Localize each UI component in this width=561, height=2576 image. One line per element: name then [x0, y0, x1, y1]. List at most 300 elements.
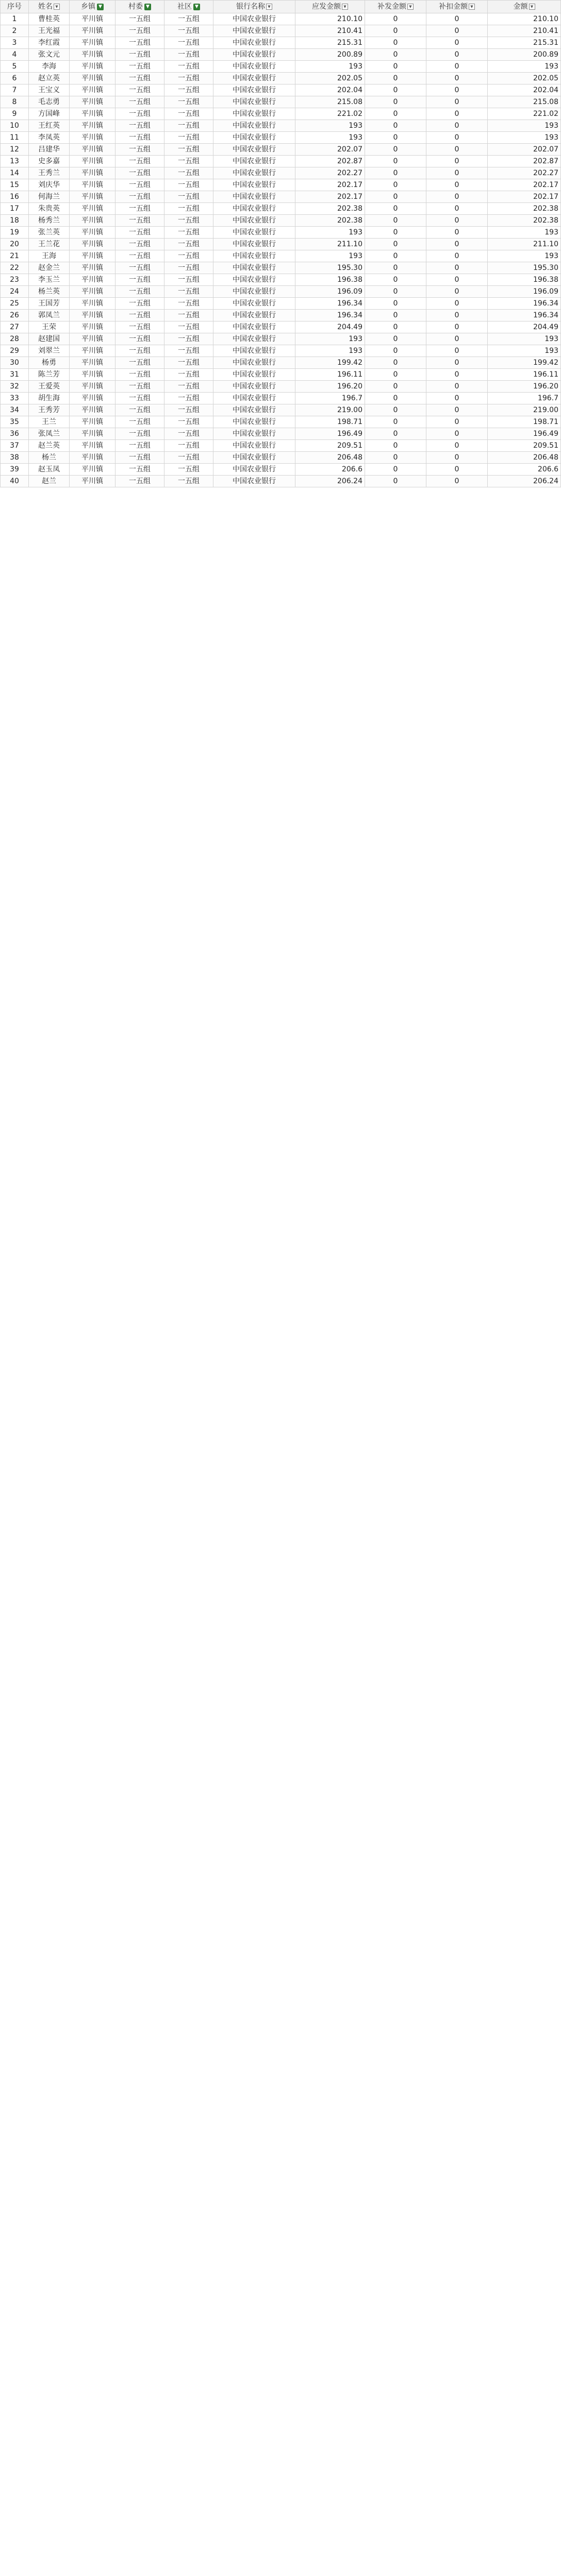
cell-name[interactable]: 朱贵英 — [29, 203, 70, 215]
cell-village[interactable]: 一五组 — [116, 13, 164, 25]
cell-back[interactable]: 0 — [365, 404, 426, 416]
filter-dropdown-icon[interactable]: ▼ — [266, 4, 272, 10]
cell-town[interactable]: 平川镇 — [70, 61, 116, 73]
cell-total[interactable]: 199.42 — [488, 357, 561, 369]
cell-no[interactable]: 6 — [1, 73, 29, 84]
cell-bank[interactable]: 中国农业银行 — [213, 25, 295, 37]
cell-no[interactable]: 32 — [1, 381, 29, 393]
cell-name[interactable]: 赵兰英 — [29, 440, 70, 452]
cell-town[interactable]: 平川镇 — [70, 13, 116, 25]
cell-subsidy[interactable]: 193 — [295, 120, 365, 132]
cell-subsidy[interactable]: 196.49 — [295, 428, 365, 440]
cell-town[interactable]: 平川镇 — [70, 428, 116, 440]
cell-deduct[interactable]: 0 — [426, 310, 488, 321]
cell-deduct[interactable]: 0 — [426, 25, 488, 37]
cell-back[interactable]: 0 — [365, 333, 426, 345]
cell-subsidy[interactable]: 215.08 — [295, 96, 365, 108]
cell-back[interactable]: 0 — [365, 357, 426, 369]
cell-deduct[interactable]: 0 — [426, 345, 488, 357]
cell-total[interactable]: 210.10 — [488, 13, 561, 25]
cell-no[interactable]: 26 — [1, 310, 29, 321]
cell-no[interactable]: 35 — [1, 416, 29, 428]
cell-bank[interactable]: 中国农业银行 — [213, 96, 295, 108]
cell-town[interactable]: 平川镇 — [70, 108, 116, 120]
header-group[interactable]: 社区 ▼ — [164, 1, 213, 13]
cell-group[interactable]: 一五组 — [164, 25, 213, 37]
cell-group[interactable]: 一五组 — [164, 13, 213, 25]
cell-deduct[interactable]: 0 — [426, 191, 488, 203]
cell-group[interactable]: 一五组 — [164, 464, 213, 476]
cell-bank[interactable]: 中国农业银行 — [213, 310, 295, 321]
cell-back[interactable]: 0 — [365, 144, 426, 156]
header-back[interactable]: 补发金额 ▼ — [365, 1, 426, 13]
cell-village[interactable]: 一五组 — [116, 440, 164, 452]
cell-no[interactable]: 2 — [1, 25, 29, 37]
cell-group[interactable]: 一五组 — [164, 393, 213, 404]
cell-name[interactable]: 方国峰 — [29, 108, 70, 120]
cell-village[interactable]: 一五组 — [116, 227, 164, 239]
cell-bank[interactable]: 中国农业银行 — [213, 345, 295, 357]
cell-name[interactable]: 杨兰 — [29, 452, 70, 464]
cell-name[interactable]: 陈兰芳 — [29, 369, 70, 381]
cell-no[interactable]: 18 — [1, 215, 29, 227]
cell-subsidy[interactable]: 196.7 — [295, 393, 365, 404]
cell-total[interactable]: 210.41 — [488, 25, 561, 37]
cell-town[interactable]: 平川镇 — [70, 333, 116, 345]
cell-bank[interactable]: 中国农业银行 — [213, 321, 295, 333]
cell-village[interactable]: 一五组 — [116, 262, 164, 274]
cell-village[interactable]: 一五组 — [116, 132, 164, 144]
cell-total[interactable]: 202.27 — [488, 167, 561, 179]
cell-no[interactable]: 30 — [1, 357, 29, 369]
cell-group[interactable]: 一五组 — [164, 428, 213, 440]
cell-bank[interactable]: 中国农业银行 — [213, 203, 295, 215]
cell-town[interactable]: 平川镇 — [70, 179, 116, 191]
cell-subsidy[interactable]: 202.17 — [295, 179, 365, 191]
cell-village[interactable]: 一五组 — [116, 179, 164, 191]
cell-total[interactable]: 219.00 — [488, 404, 561, 416]
cell-no[interactable]: 12 — [1, 144, 29, 156]
header-bank[interactable]: 银行名称 ▼ — [213, 1, 295, 13]
cell-name[interactable]: 何海兰 — [29, 191, 70, 203]
cell-group[interactable]: 一五组 — [164, 333, 213, 345]
cell-bank[interactable]: 中国农业银行 — [213, 476, 295, 487]
cell-bank[interactable]: 中国农业银行 — [213, 440, 295, 452]
cell-subsidy[interactable]: 202.38 — [295, 203, 365, 215]
cell-total[interactable]: 196.34 — [488, 298, 561, 310]
header-village[interactable]: 村委 ▼ — [116, 1, 164, 13]
cell-group[interactable]: 一五组 — [164, 310, 213, 321]
cell-bank[interactable]: 中国农业银行 — [213, 13, 295, 25]
cell-subsidy[interactable]: 196.20 — [295, 381, 365, 393]
cell-total[interactable]: 206.6 — [488, 464, 561, 476]
cell-deduct[interactable]: 0 — [426, 298, 488, 310]
cell-name[interactable]: 曹桂英 — [29, 13, 70, 25]
cell-group[interactable]: 一五组 — [164, 452, 213, 464]
cell-subsidy[interactable]: 193 — [295, 61, 365, 73]
cell-bank[interactable]: 中国农业银行 — [213, 156, 295, 167]
cell-town[interactable]: 平川镇 — [70, 393, 116, 404]
cell-name[interactable]: 张兰英 — [29, 227, 70, 239]
cell-back[interactable]: 0 — [365, 416, 426, 428]
cell-name[interactable]: 李红霞 — [29, 37, 70, 49]
cell-subsidy[interactable]: 221.02 — [295, 108, 365, 120]
cell-bank[interactable]: 中国农业银行 — [213, 191, 295, 203]
cell-name[interactable]: 李玉兰 — [29, 274, 70, 286]
cell-total[interactable]: 202.87 — [488, 156, 561, 167]
cell-group[interactable]: 一五组 — [164, 49, 213, 61]
cell-deduct[interactable]: 0 — [426, 215, 488, 227]
cell-village[interactable]: 一五组 — [116, 298, 164, 310]
cell-village[interactable]: 一五组 — [116, 464, 164, 476]
cell-back[interactable]: 0 — [365, 73, 426, 84]
cell-deduct[interactable]: 0 — [426, 404, 488, 416]
cell-village[interactable]: 一五组 — [116, 321, 164, 333]
cell-village[interactable]: 一五组 — [116, 239, 164, 250]
cell-total[interactable]: 193 — [488, 227, 561, 239]
cell-total[interactable]: 221.02 — [488, 108, 561, 120]
header-no[interactable]: 序号 — [1, 1, 29, 13]
cell-total[interactable]: 202.38 — [488, 203, 561, 215]
cell-deduct[interactable]: 0 — [426, 73, 488, 84]
cell-town[interactable]: 平川镇 — [70, 440, 116, 452]
cell-bank[interactable]: 中国农业银行 — [213, 132, 295, 144]
cell-town[interactable]: 平川镇 — [70, 321, 116, 333]
filter-dropdown-icon[interactable]: ▼ — [529, 4, 535, 10]
cell-total[interactable]: 193 — [488, 61, 561, 73]
header-name[interactable]: 姓名 ▼ — [29, 1, 70, 13]
cell-bank[interactable]: 中国农业银行 — [213, 61, 295, 73]
cell-group[interactable]: 一五组 — [164, 250, 213, 262]
cell-deduct[interactable]: 0 — [426, 274, 488, 286]
cell-no[interactable]: 34 — [1, 404, 29, 416]
cell-town[interactable]: 平川镇 — [70, 464, 116, 476]
cell-total[interactable]: 193 — [488, 333, 561, 345]
cell-no[interactable]: 25 — [1, 298, 29, 310]
cell-group[interactable]: 一五组 — [164, 73, 213, 84]
cell-no[interactable]: 10 — [1, 120, 29, 132]
cell-deduct[interactable]: 0 — [426, 393, 488, 404]
cell-group[interactable]: 一五组 — [164, 381, 213, 393]
cell-total[interactable]: 198.71 — [488, 416, 561, 428]
cell-bank[interactable]: 中国农业银行 — [213, 452, 295, 464]
cell-total[interactable]: 209.51 — [488, 440, 561, 452]
cell-no[interactable]: 3 — [1, 37, 29, 49]
cell-subsidy[interactable]: 196.34 — [295, 298, 365, 310]
filter-dropdown-icon[interactable]: ▼ — [407, 4, 414, 10]
cell-group[interactable]: 一五组 — [164, 369, 213, 381]
cell-subsidy[interactable]: 211.10 — [295, 239, 365, 250]
cell-town[interactable]: 平川镇 — [70, 274, 116, 286]
cell-no[interactable]: 16 — [1, 191, 29, 203]
cell-group[interactable]: 一五组 — [164, 476, 213, 487]
cell-village[interactable]: 一五组 — [116, 156, 164, 167]
cell-bank[interactable]: 中国农业银行 — [213, 73, 295, 84]
cell-village[interactable]: 一五组 — [116, 84, 164, 96]
cell-back[interactable]: 0 — [365, 345, 426, 357]
cell-subsidy[interactable]: 206.24 — [295, 476, 365, 487]
cell-total[interactable]: 206.48 — [488, 452, 561, 464]
cell-town[interactable]: 平川镇 — [70, 381, 116, 393]
cell-group[interactable]: 一五组 — [164, 286, 213, 298]
cell-group[interactable]: 一五组 — [164, 61, 213, 73]
cell-town[interactable]: 平川镇 — [70, 345, 116, 357]
cell-back[interactable]: 0 — [365, 310, 426, 321]
cell-town[interactable]: 平川镇 — [70, 262, 116, 274]
cell-deduct[interactable]: 0 — [426, 203, 488, 215]
cell-village[interactable]: 一五组 — [116, 381, 164, 393]
cell-village[interactable]: 一五组 — [116, 274, 164, 286]
cell-name[interactable]: 杨兰英 — [29, 286, 70, 298]
cell-back[interactable]: 0 — [365, 132, 426, 144]
cell-no[interactable]: 36 — [1, 428, 29, 440]
cell-total[interactable]: 196.11 — [488, 369, 561, 381]
cell-back[interactable]: 0 — [365, 215, 426, 227]
filter-dropdown-icon[interactable]: ▼ — [342, 4, 348, 10]
cell-name[interactable]: 李凤英 — [29, 132, 70, 144]
cell-subsidy[interactable]: 193 — [295, 345, 365, 357]
cell-name[interactable]: 王宝义 — [29, 84, 70, 96]
cell-group[interactable]: 一五组 — [164, 298, 213, 310]
cell-bank[interactable]: 中国农业银行 — [213, 333, 295, 345]
cell-town[interactable]: 平川镇 — [70, 156, 116, 167]
cell-name[interactable]: 刘庆华 — [29, 179, 70, 191]
cell-total[interactable]: 202.04 — [488, 84, 561, 96]
cell-name[interactable]: 王兰花 — [29, 239, 70, 250]
cell-deduct[interactable]: 0 — [426, 369, 488, 381]
cell-village[interactable]: 一五组 — [116, 120, 164, 132]
cell-back[interactable]: 0 — [365, 61, 426, 73]
cell-town[interactable]: 平川镇 — [70, 96, 116, 108]
cell-back[interactable]: 0 — [365, 191, 426, 203]
cell-town[interactable]: 平川镇 — [70, 144, 116, 156]
cell-back[interactable]: 0 — [365, 37, 426, 49]
cell-subsidy[interactable]: 209.51 — [295, 440, 365, 452]
cell-no[interactable]: 19 — [1, 227, 29, 239]
cell-back[interactable]: 0 — [365, 167, 426, 179]
cell-bank[interactable]: 中国农业银行 — [213, 404, 295, 416]
cell-name[interactable]: 王国芳 — [29, 298, 70, 310]
cell-no[interactable]: 28 — [1, 333, 29, 345]
cell-town[interactable]: 平川镇 — [70, 369, 116, 381]
cell-deduct[interactable]: 0 — [426, 179, 488, 191]
cell-name[interactable]: 张文元 — [29, 49, 70, 61]
cell-name[interactable]: 王海 — [29, 250, 70, 262]
cell-village[interactable]: 一五组 — [116, 73, 164, 84]
cell-village[interactable]: 一五组 — [116, 345, 164, 357]
cell-subsidy[interactable]: 215.31 — [295, 37, 365, 49]
cell-bank[interactable]: 中国农业银行 — [213, 464, 295, 476]
cell-bank[interactable]: 中国农业银行 — [213, 84, 295, 96]
cell-no[interactable]: 11 — [1, 132, 29, 144]
cell-village[interactable]: 一五组 — [116, 357, 164, 369]
cell-back[interactable]: 0 — [365, 476, 426, 487]
cell-no[interactable]: 40 — [1, 476, 29, 487]
cell-village[interactable]: 一五组 — [116, 393, 164, 404]
cell-group[interactable]: 一五组 — [164, 156, 213, 167]
cell-name[interactable]: 赵兰 — [29, 476, 70, 487]
cell-subsidy[interactable]: 202.07 — [295, 144, 365, 156]
cell-total[interactable]: 196.49 — [488, 428, 561, 440]
cell-group[interactable]: 一五组 — [164, 179, 213, 191]
cell-subsidy[interactable]: 193 — [295, 250, 365, 262]
cell-town[interactable]: 平川镇 — [70, 298, 116, 310]
cell-subsidy[interactable]: 219.00 — [295, 404, 365, 416]
header-total[interactable]: 金额 ▼ — [488, 1, 561, 13]
cell-total[interactable]: 196.38 — [488, 274, 561, 286]
cell-village[interactable]: 一五组 — [116, 286, 164, 298]
cell-total[interactable]: 202.17 — [488, 191, 561, 203]
cell-no[interactable]: 31 — [1, 369, 29, 381]
cell-town[interactable]: 平川镇 — [70, 84, 116, 96]
cell-bank[interactable]: 中国农业银行 — [213, 167, 295, 179]
cell-bank[interactable]: 中国农业银行 — [213, 393, 295, 404]
cell-deduct[interactable]: 0 — [426, 144, 488, 156]
cell-no[interactable]: 4 — [1, 49, 29, 61]
cell-subsidy[interactable]: 206.48 — [295, 452, 365, 464]
cell-deduct[interactable]: 0 — [426, 381, 488, 393]
cell-name[interactable]: 胡生海 — [29, 393, 70, 404]
cell-bank[interactable]: 中国农业银行 — [213, 428, 295, 440]
cell-total[interactable]: 196.20 — [488, 381, 561, 393]
cell-subsidy[interactable]: 202.17 — [295, 191, 365, 203]
cell-no[interactable]: 24 — [1, 286, 29, 298]
cell-group[interactable]: 一五组 — [164, 120, 213, 132]
cell-subsidy[interactable]: 200.89 — [295, 49, 365, 61]
cell-back[interactable]: 0 — [365, 250, 426, 262]
cell-total[interactable]: 202.38 — [488, 215, 561, 227]
cell-town[interactable]: 平川镇 — [70, 120, 116, 132]
cell-back[interactable]: 0 — [365, 108, 426, 120]
cell-bank[interactable]: 中国农业银行 — [213, 144, 295, 156]
cell-back[interactable]: 0 — [365, 227, 426, 239]
cell-total[interactable]: 196.09 — [488, 286, 561, 298]
cell-back[interactable]: 0 — [365, 369, 426, 381]
cell-group[interactable]: 一五组 — [164, 440, 213, 452]
cell-village[interactable]: 一五组 — [116, 49, 164, 61]
cell-name[interactable]: 王秀芳 — [29, 404, 70, 416]
cell-no[interactable]: 1 — [1, 13, 29, 25]
cell-deduct[interactable]: 0 — [426, 452, 488, 464]
cell-no[interactable]: 17 — [1, 203, 29, 215]
cell-back[interactable]: 0 — [365, 440, 426, 452]
cell-no[interactable]: 7 — [1, 84, 29, 96]
cell-back[interactable]: 0 — [365, 13, 426, 25]
cell-subsidy[interactable]: 196.38 — [295, 274, 365, 286]
cell-name[interactable]: 王荣 — [29, 321, 70, 333]
filter-dropdown-icon[interactable]: ▼ — [469, 4, 475, 10]
cell-subsidy[interactable]: 193 — [295, 333, 365, 345]
cell-subsidy[interactable]: 196.34 — [295, 310, 365, 321]
cell-bank[interactable]: 中国农业银行 — [213, 37, 295, 49]
cell-total[interactable]: 200.89 — [488, 49, 561, 61]
cell-no[interactable]: 8 — [1, 96, 29, 108]
cell-bank[interactable]: 中国农业银行 — [213, 262, 295, 274]
cell-town[interactable]: 平川镇 — [70, 286, 116, 298]
cell-subsidy[interactable]: 202.27 — [295, 167, 365, 179]
cell-village[interactable]: 一五组 — [116, 144, 164, 156]
cell-deduct[interactable]: 0 — [426, 286, 488, 298]
cell-group[interactable]: 一五组 — [164, 357, 213, 369]
cell-deduct[interactable]: 0 — [426, 239, 488, 250]
cell-no[interactable]: 27 — [1, 321, 29, 333]
cell-name[interactable]: 郭凤兰 — [29, 310, 70, 321]
cell-subsidy[interactable]: 193 — [295, 132, 365, 144]
cell-deduct[interactable]: 0 — [426, 37, 488, 49]
cell-total[interactable]: 215.08 — [488, 96, 561, 108]
cell-group[interactable]: 一五组 — [164, 416, 213, 428]
cell-no[interactable]: 33 — [1, 393, 29, 404]
cell-group[interactable]: 一五组 — [164, 345, 213, 357]
cell-deduct[interactable]: 0 — [426, 13, 488, 25]
cell-back[interactable]: 0 — [365, 381, 426, 393]
cell-town[interactable]: 平川镇 — [70, 310, 116, 321]
cell-bank[interactable]: 中国农业银行 — [213, 215, 295, 227]
cell-back[interactable]: 0 — [365, 203, 426, 215]
cell-no[interactable]: 15 — [1, 179, 29, 191]
cell-village[interactable]: 一五组 — [116, 37, 164, 49]
cell-bank[interactable]: 中国农业银行 — [213, 274, 295, 286]
cell-group[interactable]: 一五组 — [164, 144, 213, 156]
cell-group[interactable]: 一五组 — [164, 37, 213, 49]
cell-name[interactable]: 王红英 — [29, 120, 70, 132]
cell-village[interactable]: 一五组 — [116, 96, 164, 108]
cell-subsidy[interactable]: 193 — [295, 227, 365, 239]
cell-subsidy[interactable]: 199.42 — [295, 357, 365, 369]
cell-subsidy[interactable]: 202.87 — [295, 156, 365, 167]
cell-name[interactable]: 刘翠兰 — [29, 345, 70, 357]
cell-deduct[interactable]: 0 — [426, 120, 488, 132]
filter-dropdown-icon[interactable]: ▼ — [54, 4, 60, 10]
cell-deduct[interactable]: 0 — [426, 167, 488, 179]
cell-deduct[interactable]: 0 — [426, 49, 488, 61]
cell-total[interactable]: 211.10 — [488, 239, 561, 250]
cell-village[interactable]: 一五组 — [116, 215, 164, 227]
cell-bank[interactable]: 中国农业银行 — [213, 381, 295, 393]
cell-back[interactable]: 0 — [365, 49, 426, 61]
cell-town[interactable]: 平川镇 — [70, 203, 116, 215]
cell-subsidy[interactable]: 196.11 — [295, 369, 365, 381]
cell-deduct[interactable]: 0 — [426, 227, 488, 239]
cell-bank[interactable]: 中国农业银行 — [213, 108, 295, 120]
cell-group[interactable]: 一五组 — [164, 132, 213, 144]
cell-bank[interactable]: 中国农业银行 — [213, 179, 295, 191]
cell-name[interactable]: 杨秀兰 — [29, 215, 70, 227]
cell-deduct[interactable]: 0 — [426, 156, 488, 167]
cell-group[interactable]: 一五组 — [164, 167, 213, 179]
cell-subsidy[interactable]: 210.10 — [295, 13, 365, 25]
cell-total[interactable]: 206.24 — [488, 476, 561, 487]
cell-village[interactable]: 一五组 — [116, 452, 164, 464]
cell-total[interactable]: 215.31 — [488, 37, 561, 49]
cell-village[interactable]: 一五组 — [116, 167, 164, 179]
cell-back[interactable]: 0 — [365, 179, 426, 191]
cell-subsidy[interactable]: 204.49 — [295, 321, 365, 333]
cell-village[interactable]: 一五组 — [116, 25, 164, 37]
cell-bank[interactable]: 中国农业银行 — [213, 239, 295, 250]
cell-subsidy[interactable]: 202.04 — [295, 84, 365, 96]
cell-back[interactable]: 0 — [365, 274, 426, 286]
cell-no[interactable]: 37 — [1, 440, 29, 452]
cell-group[interactable]: 一五组 — [164, 239, 213, 250]
cell-no[interactable]: 39 — [1, 464, 29, 476]
cell-group[interactable]: 一五组 — [164, 203, 213, 215]
cell-no[interactable]: 21 — [1, 250, 29, 262]
cell-deduct[interactable]: 0 — [426, 333, 488, 345]
filter-active-icon[interactable]: ▼ — [97, 4, 104, 10]
cell-village[interactable]: 一五组 — [116, 404, 164, 416]
cell-total[interactable]: 193 — [488, 132, 561, 144]
